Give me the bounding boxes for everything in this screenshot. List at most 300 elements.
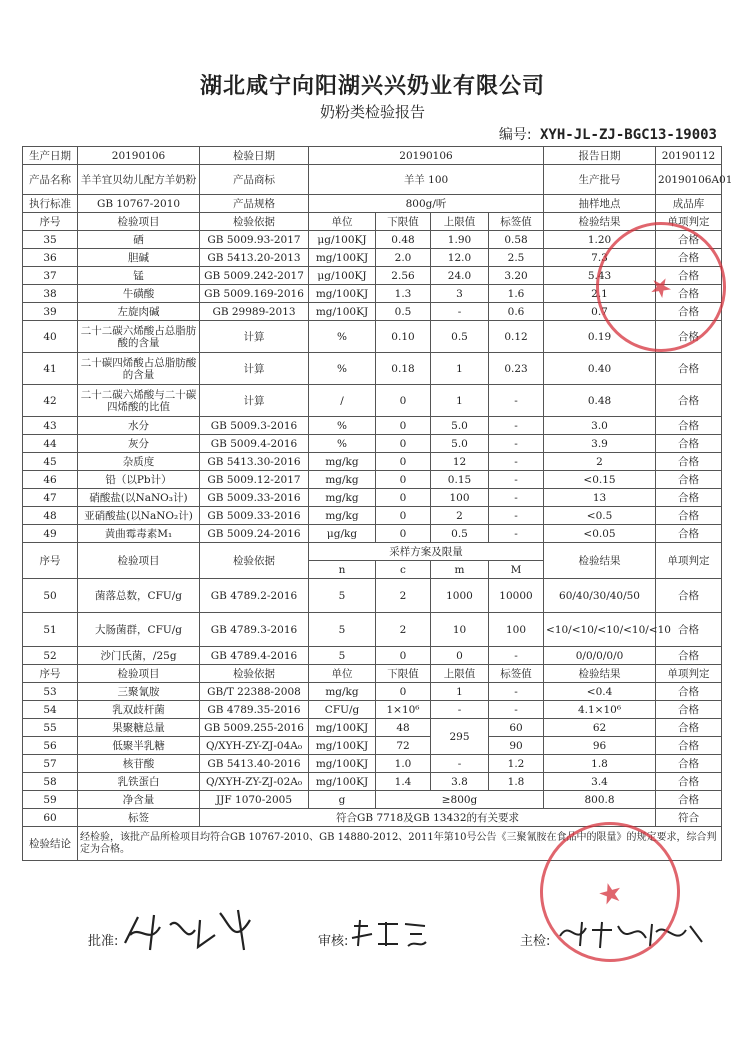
table-cell: 0.48 [544, 385, 656, 417]
table-cell: 46 [23, 471, 78, 489]
table-cell: 7.3 [544, 249, 656, 267]
table-cell: 3.8 [431, 773, 489, 791]
table-cell: 10 [431, 613, 489, 647]
table-cell: 0.48 [376, 231, 431, 249]
table-cell: 60 [489, 719, 544, 737]
table-cell: 60/40/30/40/50 [544, 579, 656, 613]
table-cell: 0.6 [489, 303, 544, 321]
table-cell: mg/kg [309, 489, 376, 507]
table-row [23, 755, 722, 773]
table-cell: 3.9 [544, 435, 656, 453]
table-cell: / [309, 385, 376, 417]
table-cell: 3.4 [544, 773, 656, 791]
info-value: 20190106A01 [656, 165, 722, 195]
info-label: 生产批号 [544, 165, 656, 195]
table-cell: mg/100KJ [309, 719, 376, 737]
table-cell: 合格 [656, 701, 722, 719]
approver-signature [120, 905, 270, 955]
table-cell: 合格 [656, 231, 722, 249]
table-cell: 0 [376, 489, 431, 507]
table-cell: 0.10 [376, 321, 431, 353]
table-cell: 90 [489, 737, 544, 755]
table-cell: 2.5 [489, 249, 544, 267]
table-cell: GB 5413.20-2013 [200, 249, 309, 267]
table-cell: 上限值 [431, 213, 489, 231]
table-cell: 黄曲霉毒素M₁ [78, 525, 200, 543]
table-cell: - [489, 647, 544, 665]
table-cell: - [489, 683, 544, 701]
table-cell: 1.90 [431, 231, 489, 249]
info-value: 羊羊宜贝幼儿配方羊奶粉 [78, 165, 200, 195]
table-cell: g [309, 791, 376, 809]
table-cell: 标签值 [489, 665, 544, 683]
table-cell: Q/XYH-ZY-ZJ-02A₀ [200, 773, 309, 791]
table-cell: <0.4 [544, 683, 656, 701]
table-cell: 5.0 [431, 417, 489, 435]
micro-header-row [23, 543, 722, 561]
table-cell: 合格 [656, 489, 722, 507]
table-cell: 1000 [431, 579, 489, 613]
table-cell: 0 [376, 417, 431, 435]
table-cell: GB 4789.2-2016 [200, 579, 309, 613]
table-cell: % [309, 417, 376, 435]
table-cell: 5 [309, 613, 376, 647]
table-row [23, 701, 722, 719]
info-row [23, 195, 722, 213]
table-row [23, 453, 722, 471]
table-cell: 序号 [23, 665, 78, 683]
table-cell: - [431, 701, 489, 719]
table-cell: 5.0 [431, 435, 489, 453]
table-cell: GB 5009.3-2016 [200, 417, 309, 435]
report-code-value: XYH-JL-ZJ-BGC13-19003 [539, 127, 717, 143]
table-cell: 亚硝酸盐(以NaNO₂计) [78, 507, 200, 525]
table-cell: - [489, 471, 544, 489]
table-cell: 0 [376, 435, 431, 453]
table-cell: Q/XYH-ZY-ZJ-04A₀ [200, 737, 309, 755]
table-cell: 乳铁蛋白 [78, 773, 200, 791]
table-cell: 12 [431, 453, 489, 471]
info-row [23, 165, 722, 195]
table-cell: 合格 [656, 613, 722, 647]
table-cell: - [489, 435, 544, 453]
table-cell: % [309, 353, 376, 385]
table-cell: GB 5009.93-2017 [200, 231, 309, 249]
table-cell: 单位 [309, 665, 376, 683]
table-cell: 二十碳四烯酸占总脂肪酸的含量 [78, 353, 200, 385]
table-cell: 合格 [656, 755, 722, 773]
table-cell: 0 [376, 385, 431, 417]
table-cell: 下限值 [376, 665, 431, 683]
conclusion-label: 检验结论 [23, 827, 78, 861]
table-cell: 计算 [200, 353, 309, 385]
info-label: 产品规格 [200, 195, 309, 213]
table-cell: c [376, 561, 431, 579]
table-cell: 0 [376, 471, 431, 489]
table-cell: 合格 [656, 303, 722, 321]
table-cell: 计算 [200, 385, 309, 417]
table-cell: 45 [23, 453, 78, 471]
table-cell: GB 4789.4-2016 [200, 647, 309, 665]
table-cell: 57 [23, 755, 78, 773]
table-cell: <0.05 [544, 525, 656, 543]
table-cell: 左旋肉碱 [78, 303, 200, 321]
table-cell: 2 [544, 453, 656, 471]
table-cell: 1 [431, 683, 489, 701]
table-cell: 3 [431, 285, 489, 303]
table-cell: 合格 [656, 791, 722, 809]
table-cell: - [489, 701, 544, 719]
table-cell: GB 5009.169-2016 [200, 285, 309, 303]
table-cell: 60 [23, 809, 78, 827]
table-cell: GB 5413.30-2016 [200, 453, 309, 471]
table-cell: 0.19 [544, 321, 656, 353]
table-cell: GB 5009.4-2016 [200, 435, 309, 453]
table-cell: m [431, 561, 489, 579]
table-cell: 净含量 [78, 791, 200, 809]
table-cell: 0.23 [489, 353, 544, 385]
table-cell: 合格 [656, 525, 722, 543]
table-cell: mg/100KJ [309, 285, 376, 303]
table-cell: 1.2 [489, 755, 544, 773]
reviewer-label: 审核: [318, 934, 349, 949]
table-cell: 36 [23, 249, 78, 267]
table-cell: 水分 [78, 417, 200, 435]
table-cell: 检验依据 [200, 665, 309, 683]
table-cell: 37 [23, 267, 78, 285]
table-cell: 菌落总数，CFU/g [78, 579, 200, 613]
table-cell: 1×10⁶ [376, 701, 431, 719]
table-cell: 检验项目 [78, 665, 200, 683]
table-cell: 1.20 [544, 231, 656, 249]
table-cell: 采样方案及限量 [309, 543, 544, 561]
table-row [23, 489, 722, 507]
info-label: 产品名称 [23, 165, 78, 195]
table-cell: 合格 [656, 267, 722, 285]
table-cell: 50 [23, 579, 78, 613]
info-value: 20190112 [656, 147, 722, 165]
table-cell: mg/kg [309, 453, 376, 471]
table-cell: μg/100KJ [309, 267, 376, 285]
table-cell: 56 [23, 737, 78, 755]
info-label: 抽样地点 [544, 195, 656, 213]
table-cell: GB 4789.3-2016 [200, 613, 309, 647]
table-cell: 2.0 [376, 249, 431, 267]
table-cell: 符合GB 7718及GB 13432的有关要求 [200, 809, 656, 827]
table-cell: 沙门氏菌，/25g [78, 647, 200, 665]
table-cell: 牛磺酸 [78, 285, 200, 303]
table-cell: 62 [544, 719, 656, 737]
table-cell: mg/kg [309, 507, 376, 525]
table-cell: 2 [431, 507, 489, 525]
table-cell: GB 5009.12-2017 [200, 471, 309, 489]
table-cell: - [489, 385, 544, 417]
table-cell: 果聚糖总量 [78, 719, 200, 737]
table-cell: 核苷酸 [78, 755, 200, 773]
table-cell: 44 [23, 435, 78, 453]
table-cell: % [309, 435, 376, 453]
table-cell: 单项判定 [656, 213, 722, 231]
info-label: 检验日期 [200, 147, 309, 165]
table-cell: 43 [23, 417, 78, 435]
table-cell: - [489, 489, 544, 507]
table-cell: 10000 [489, 579, 544, 613]
table-cell: 0.5 [376, 303, 431, 321]
table-cell: 0.12 [489, 321, 544, 353]
table-cell: 0 [376, 453, 431, 471]
info-label: 报告日期 [544, 147, 656, 165]
table-cell: <0.15 [544, 471, 656, 489]
table-cell: - [489, 507, 544, 525]
table-row [23, 683, 722, 701]
report-title: 奶粉类检验报告 [319, 103, 425, 121]
table-cell: 检验依据 [200, 213, 309, 231]
table-cell: 2.56 [376, 267, 431, 285]
table-cell: 合格 [656, 285, 722, 303]
table-row [23, 613, 722, 647]
table-cell: 800.8 [544, 791, 656, 809]
table-cell: 48 [376, 719, 431, 737]
stamp-star-icon: ★ [593, 874, 627, 913]
table-cell: 1.8 [544, 755, 656, 773]
table-cell: 标签值 [489, 213, 544, 231]
table-cell: 0.5 [431, 321, 489, 353]
table-header-row [23, 665, 722, 683]
info-label: 产品商标 [200, 165, 309, 195]
approver-label: 批准: [88, 934, 119, 949]
table-cell: 合格 [656, 719, 722, 737]
table-cell: 1.6 [489, 285, 544, 303]
table-cell: 合格 [656, 647, 722, 665]
table-cell: 锰 [78, 267, 200, 285]
table-cell: 1.3 [376, 285, 431, 303]
table-cell: 5 [309, 579, 376, 613]
info-label: 生产日期 [23, 147, 78, 165]
table-row [23, 737, 722, 755]
info-value: 羊羊 100 [309, 165, 544, 195]
table-cell: 合格 [656, 471, 722, 489]
table-cell: 100 [431, 489, 489, 507]
table-cell: n [309, 561, 376, 579]
table-cell: 42 [23, 385, 78, 417]
table-cell: 2 [376, 579, 431, 613]
table-cell: 41 [23, 353, 78, 385]
table-cell: 合格 [656, 453, 722, 471]
table-cell: 硒 [78, 231, 200, 249]
table-cell: 检验结果 [544, 665, 656, 683]
table-cell: - [431, 303, 489, 321]
table-cell: 检验项目 [78, 543, 200, 579]
table-cell: - [489, 417, 544, 435]
table-cell: mg/100KJ [309, 249, 376, 267]
table-cell: 48 [23, 507, 78, 525]
stamp-star-icon: ★ [643, 269, 678, 307]
table-cell: 1 [431, 385, 489, 417]
table-cell: GB 5009.24-2016 [200, 525, 309, 543]
table-cell: 58 [23, 773, 78, 791]
table-cell: 铅（以Pb计） [78, 471, 200, 489]
table-cell: 49 [23, 525, 78, 543]
table-cell: 96 [544, 737, 656, 755]
table-cell: 合格 [656, 353, 722, 385]
table-cell: 0 [431, 647, 489, 665]
inspector-label: 主检: [520, 934, 551, 949]
table-cell: μg/kg [309, 525, 376, 543]
table-cell: 合格 [656, 579, 722, 613]
table-cell: 上限值 [431, 665, 489, 683]
table-cell: 杂质度 [78, 453, 200, 471]
table-cell: 合格 [656, 249, 722, 267]
table-cell: GB 5009.33-2016 [200, 489, 309, 507]
table-cell: 0.5 [431, 525, 489, 543]
table-cell: 0.18 [376, 353, 431, 385]
table-row [23, 353, 722, 385]
info-value: 20190106 [309, 147, 544, 165]
table-cell: 大肠菌群，CFU/g [78, 613, 200, 647]
table-cell: 53 [23, 683, 78, 701]
table-cell: - [431, 755, 489, 773]
table-cell: 1 [431, 353, 489, 385]
table-cell: CFU/g [309, 701, 376, 719]
info-value: 20190106 [78, 147, 200, 165]
table-cell: 3.20 [489, 267, 544, 285]
table-cell: 单位 [309, 213, 376, 231]
table-cell: 2 [376, 613, 431, 647]
table-cell: 55 [23, 719, 78, 737]
table-cell: 检验结果 [544, 543, 656, 579]
info-label: 执行标准 [23, 195, 78, 213]
table-cell: 二十二碳六烯酸占总脂肪酸的含量 [78, 321, 200, 353]
table-cell: 符合 [656, 809, 722, 827]
table-cell: 单项判定 [656, 543, 722, 579]
table-cell: mg/100KJ [309, 303, 376, 321]
table-cell: % [309, 321, 376, 353]
table-cell: 100 [489, 613, 544, 647]
table-cell: 35 [23, 231, 78, 249]
table-cell: 低聚半乳糖 [78, 737, 200, 755]
report-code [499, 124, 717, 144]
table-cell: 合格 [656, 507, 722, 525]
table-cell: 0 [376, 507, 431, 525]
table-cell: GB 4789.35-2016 [200, 701, 309, 719]
table-cell: 3.0 [544, 417, 656, 435]
table-cell: 0 [376, 525, 431, 543]
table-cell: 计算 [200, 321, 309, 353]
table-cell: JJF 1070-2005 [200, 791, 309, 809]
table-cell: 检验结果 [544, 213, 656, 231]
table-cell: 下限值 [376, 213, 431, 231]
company-title: 湖北咸宁向阳湖兴兴奶业有限公司 [199, 73, 545, 99]
table-row [23, 417, 722, 435]
table-cell: 52 [23, 647, 78, 665]
table-cell: 合格 [656, 417, 722, 435]
table-cell: 合格 [656, 435, 722, 453]
table-cell: 0.15 [431, 471, 489, 489]
table-cell: <0.5 [544, 507, 656, 525]
table-row [23, 471, 722, 489]
info-row [23, 147, 722, 165]
table-cell: 295 [431, 719, 489, 755]
table-cell: 二十二碳六烯酸与二十碳四烯酸的比值 [78, 385, 200, 417]
table-cell: 0/0/0/0/0 [544, 647, 656, 665]
table-cell: 检验项目 [78, 213, 200, 231]
table-cell: 0.58 [489, 231, 544, 249]
table-cell: 单项判定 [656, 665, 722, 683]
table-row [23, 579, 722, 613]
table-cell: 合格 [656, 737, 722, 755]
table-cell: mg/100KJ [309, 737, 376, 755]
table-cell: 1.4 [376, 773, 431, 791]
table-cell: 合格 [656, 321, 722, 353]
table-cell: GB 5009.33-2016 [200, 507, 309, 525]
table-cell: 51 [23, 613, 78, 647]
table-cell: 0.7 [544, 303, 656, 321]
table-row [23, 719, 722, 737]
table-cell: M [489, 561, 544, 579]
table-cell: 检验依据 [200, 543, 309, 579]
table-header-row [23, 213, 722, 231]
table-cell: GB 5009.242-2017 [200, 267, 309, 285]
table-cell: 胆碱 [78, 249, 200, 267]
table-cell: 24.0 [431, 267, 489, 285]
table-cell: 40 [23, 321, 78, 353]
table-cell: 1.0 [376, 755, 431, 773]
table-cell: GB 5009.255-2016 [200, 719, 309, 737]
table-row [23, 435, 722, 453]
table-cell: 2.1 [544, 285, 656, 303]
table-cell: mg/100KJ [309, 755, 376, 773]
table-cell: <10/<10/<10/<10/<10 [544, 613, 656, 647]
conclusion-text: 经检验，该批产品所检项目均符合GB 10767-2010、GB 14880-2012、2011年第10号公告《三聚氰胺在食品中的限量》的规定要求，综合判定为合格。 [78, 827, 722, 861]
table-cell: 硝酸盐(以NaNO₃计) [78, 489, 200, 507]
table-cell: 0 [376, 647, 431, 665]
table-cell: 合格 [656, 773, 722, 791]
table-row [23, 647, 722, 665]
table-cell: 72 [376, 737, 431, 755]
table-row [23, 525, 722, 543]
table-cell: - [489, 453, 544, 471]
table-cell: 4.1×10⁶ [544, 701, 656, 719]
table-cell: mg/kg [309, 683, 376, 701]
table-cell: 54 [23, 701, 78, 719]
info-value: 成品库 [656, 195, 722, 213]
table-cell: 5.43 [544, 267, 656, 285]
table-cell: 47 [23, 489, 78, 507]
table-cell: 59 [23, 791, 78, 809]
table-cell: mg/100KJ [309, 773, 376, 791]
table-cell: 38 [23, 285, 78, 303]
table-cell: 0.40 [544, 353, 656, 385]
table-cell: 13 [544, 489, 656, 507]
table-row [23, 773, 722, 791]
table-cell: 序号 [23, 213, 78, 231]
table-cell: 序号 [23, 543, 78, 579]
info-value: GB 10767-2010 [78, 195, 200, 213]
table-row [23, 385, 722, 417]
table-cell: 12.0 [431, 249, 489, 267]
table-cell: 5 [309, 647, 376, 665]
table-cell: 灰分 [78, 435, 200, 453]
table-cell: μg/100KJ [309, 231, 376, 249]
table-cell: mg/kg [309, 471, 376, 489]
table-cell: 标签 [78, 809, 200, 827]
table-cell: - [489, 525, 544, 543]
table-cell: 乳双歧杆菌 [78, 701, 200, 719]
table-cell: GB 29989-2013 [200, 303, 309, 321]
info-value: 800g/听 [309, 195, 544, 213]
table-cell: ≥800g [376, 791, 544, 809]
table-cell: GB/T 22388-2008 [200, 683, 309, 701]
